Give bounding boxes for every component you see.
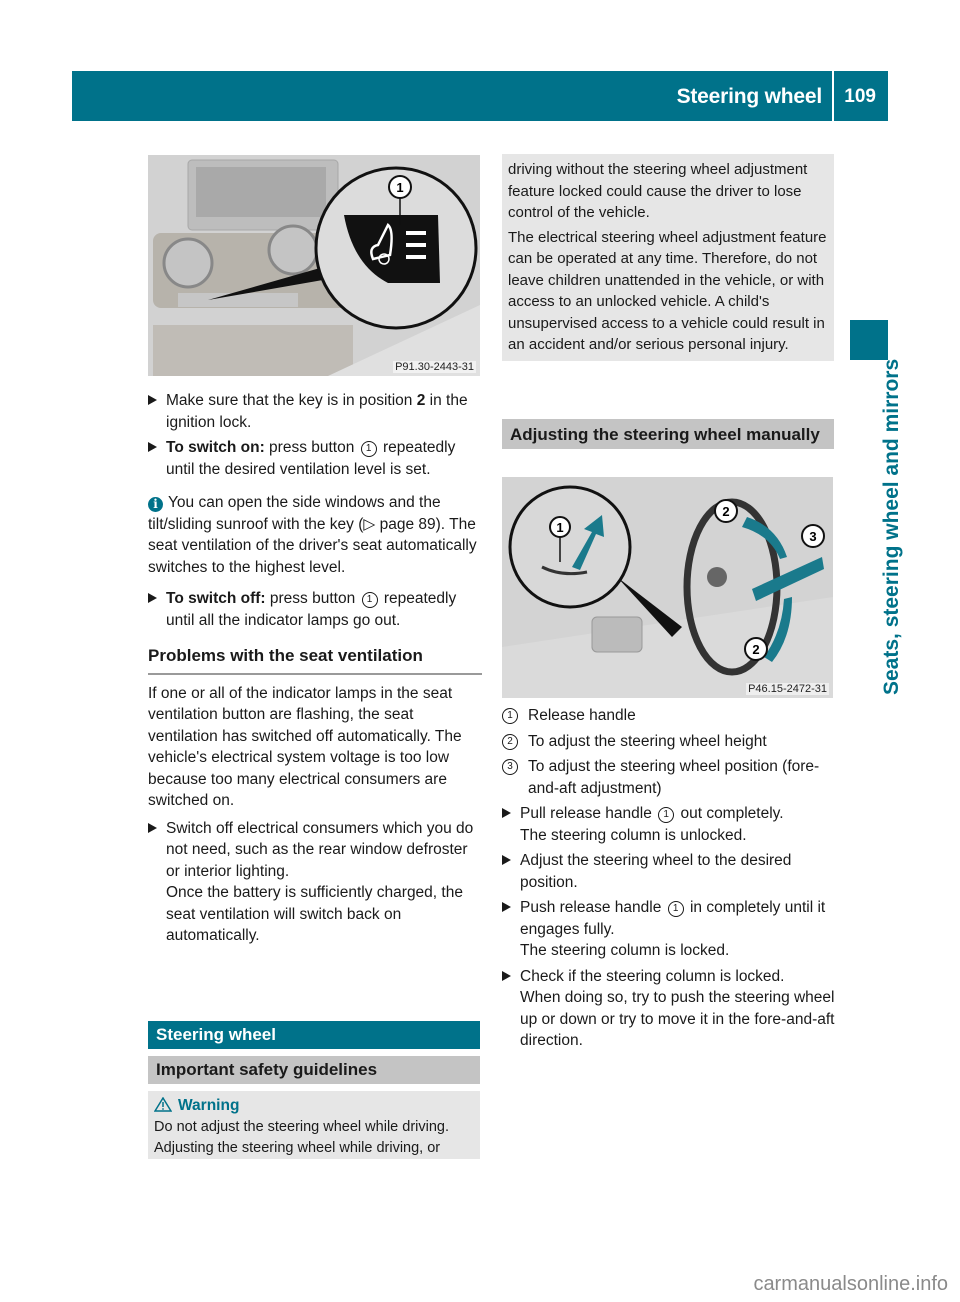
step-adjust-wheel: Adjust the steering wheel to the desired position. [502,850,836,893]
legend-item: 3 To adjust the steering wheel position (fore-and-aft adjustment) [502,756,836,799]
callout-1-icon: 1 [658,807,674,823]
callout-1-icon: 1 [668,901,684,917]
svg-text:2: 2 [722,504,730,519]
problems-paragraph: If one or all of the indicator lamps in the seat ventilation button are flashing, the seat ventilation has switched off automatically. The vehicle's electrical system voltage is too low because too many electrical consumers are switched on. [148,684,462,809]
warning-triangle-icon [154,1097,172,1112]
header-divider [832,71,834,121]
svg-text:3: 3 [809,529,817,544]
page-header [72,71,888,121]
right-column [502,705,836,1056]
warning-continued-text-2: The electrical steering wheel adjustment feature can be operated at any time. Therefore, do not leave children unattended in the vehicle, or with access to an unlocked vehicle. A child's unsupervised access to a vehicle could result in an accident and/or serious personal injury. [508,228,827,353]
callout-1-icon: 1 [361,441,377,457]
warning-text: Do not adjust the steering wheel while driving. Adjusting the steering wheel while driving, or [154,1119,449,1156]
figure-code: P91.30-2443-31 [395,361,474,373]
step-result: The steering column is unlocked. [520,826,747,844]
side-tab [850,358,903,695]
step-arrow-icon [148,395,157,405]
step-arrow-icon [148,823,157,833]
callout-1-icon: 1 [502,708,518,724]
steering-illustration [502,477,833,698]
callout-3-icon: 3 [502,759,518,775]
warning-box [148,1091,480,1159]
step-arrow-icon [148,593,157,603]
step-result: When doing so, try to push the steering wheel up or down or try to move it in the fore-and-aft direction. [520,989,835,1049]
step-arrow-icon [502,808,511,818]
step-switch-off-consumers: Switch off electrical consumers which you do not need, such as the rear window defroster or interior lighting. Once the battery is sufficiently charged, the seat ventilation will switch back on automatically. [148,818,482,947]
problems-heading: Problems with the seat ventilation [148,645,482,675]
step-check-locked: Check if the steering column is locked. When doing so, try to push the steering wheel up or down or try to move it in the fore-and-aft direction. [502,966,836,1052]
dashboard-illustration [148,155,480,376]
step-push-handle: Push release handle 1 in completely until it engages fully. The steering column is locked. [502,897,836,962]
callout-2-icon: 2 [502,734,518,750]
callout-1-icon: 1 [362,592,378,608]
legend-item: 1 Release handle [502,705,836,727]
step-result: Once the battery is sufficiently charged, the seat ventilation will switch back on automatically. [166,884,463,944]
side-tab-marker [850,320,888,360]
step-pull-handle: Pull release handle 1 out completely. The steering column is unlocked. [502,803,836,846]
warning-continued-text-1: driving without the steering wheel adjustment feature locked could cause the driver to lose control of the vehicle. [508,161,808,221]
warning-continued [502,154,834,361]
svg-text:1: 1 [556,520,564,535]
page-number: 109 [844,86,876,107]
svg-text:1: 1 [396,180,404,195]
legend-item: 2 To adjust the steering wheel height [502,731,836,753]
step-arrow-icon [502,971,511,981]
step-switch-off: To switch off: press button 1 repeatedly until all the indicator lamps go out. [148,588,482,631]
info-note: i You can open the side windows and the tilt/sliding sunroof with the key (▷ page 89). The seat ventilation of the driver's seat automatically switches to the highest level. [148,494,477,576]
step-switch-on: To switch on: press button 1 repeatedly until the desired ventilation level is set. [148,437,482,480]
warning-title: Warning [178,1097,240,1114]
section-title: Steering wheel [148,1021,480,1049]
watermark-link[interactable]: carmanualsonline.info [753,1273,948,1295]
step-arrow-icon [148,442,157,452]
step-key-position: Make sure that the key is in position 2 in the ignition lock. [148,390,482,433]
figure-steering-adjustment [502,477,833,698]
step-result: The steering column is locked. [520,942,730,959]
warning-header [154,1095,474,1117]
step-arrow-icon [502,855,511,865]
left-column [148,390,482,951]
figure-seat-ventilation [148,155,480,376]
svg-text:2: 2 [752,642,760,657]
info-icon: i [148,497,163,512]
side-tab-label: Seats, steering wheel and mirrors [880,358,903,695]
subsection-title-adjusting: Adjusting the steering wheel manually [502,419,834,449]
chapter-title: Steering wheel [676,85,822,108]
subsection-title: Important safety guidelines [148,1056,480,1084]
step-arrow-icon [502,902,511,912]
figure-code: P46.15-2472-31 [748,683,827,695]
